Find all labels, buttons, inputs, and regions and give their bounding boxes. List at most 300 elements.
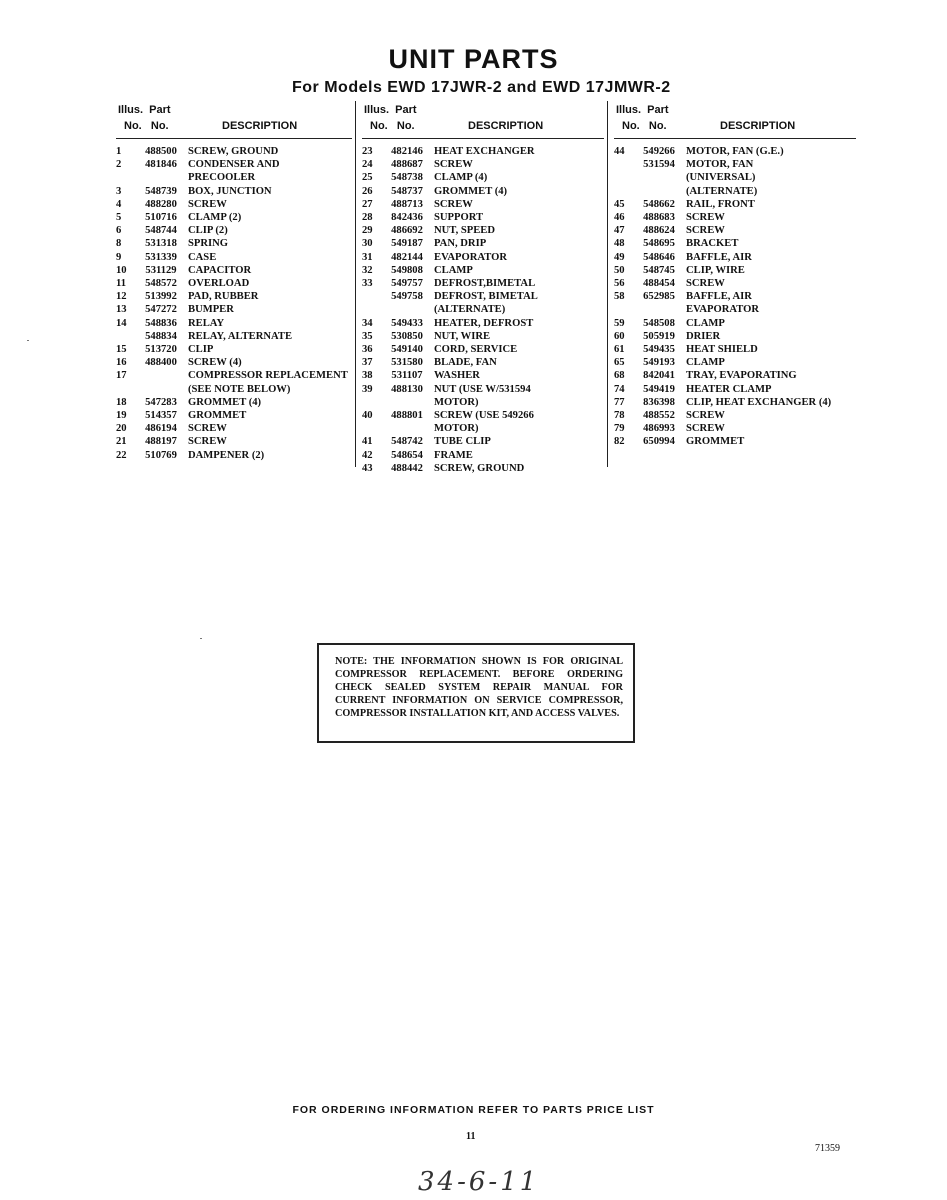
part-number: 488400 (145, 357, 177, 369)
parts-row (116, 198, 352, 211)
illus-number: 17 (116, 370, 127, 382)
part-number: 488442 (391, 462, 423, 474)
part-description: CLIP (2) (188, 225, 228, 237)
part-number: 549266 (643, 146, 675, 157)
part-number: 549140 (391, 344, 423, 356)
part-number: 488130 (391, 383, 423, 395)
part-description: SCREW (686, 423, 725, 435)
part-number (634, 303, 684, 316)
illus-number: 26 (362, 185, 373, 197)
illus-number (362, 290, 382, 303)
illus-number: 12 (116, 291, 127, 303)
scan-speck (200, 638, 202, 639)
part-description: DRIER (686, 330, 721, 342)
part-number: 547283 (145, 396, 177, 408)
part-number: 548572 (145, 278, 177, 290)
illus-number: 11 (116, 278, 127, 290)
part-description: CLAMP (686, 317, 725, 329)
part-description: TRAY, EVAPORATING (686, 370, 797, 382)
part-number: 652985 (643, 291, 675, 303)
illus-number: 42 (362, 449, 373, 461)
part-description: GROMMET (188, 410, 247, 422)
part-number (136, 369, 186, 382)
part-description: BRACKET (686, 238, 739, 250)
illus-number: 27 (362, 198, 373, 210)
header-illus-part: Illus. Part (364, 104, 417, 116)
illus-number: 49 (614, 251, 625, 263)
illus-number: 37 (362, 357, 373, 369)
part-description: EVAPORATOR (434, 251, 507, 263)
part-number: 486194 (145, 423, 177, 435)
parts-row (116, 224, 352, 237)
illus-number: 78 (614, 410, 625, 422)
illus-number: 19 (116, 410, 127, 422)
part-description: CASE (188, 251, 217, 263)
parts-row (116, 330, 352, 343)
models-subtitle: For Models EWD 17JWR-2 and EWD 17JMWR-2 (292, 79, 671, 96)
illus-number: 23 (362, 146, 373, 157)
part-description: DEFROST,BIMETAL (434, 278, 536, 290)
parts-row (614, 277, 856, 290)
parts-row (116, 264, 352, 277)
part-number: 482146 (391, 146, 423, 157)
illus-number: 79 (614, 423, 625, 435)
parts-row (362, 237, 604, 250)
part-description: TUBE CLIP (434, 436, 491, 448)
part-number: 488683 (643, 212, 675, 224)
part-description: GROMMET (4) (188, 396, 262, 408)
part-description: PAN, DRIP (434, 238, 487, 250)
part-number: 486993 (643, 423, 675, 435)
illus-number: 22 (116, 449, 127, 461)
illus-number: 10 (116, 264, 127, 276)
parts-row (362, 422, 604, 435)
illus-number: 46 (614, 212, 625, 224)
header-no-no: No. No. (622, 120, 667, 132)
parts-row (614, 264, 856, 277)
parts-row (362, 343, 604, 356)
part-description: NUT, SPEED (434, 225, 496, 237)
illus-number: 1 (116, 146, 122, 157)
part-number: 650994 (643, 436, 675, 448)
part-description: BLADE, FAN (434, 357, 497, 369)
part-number: 531594 (643, 159, 675, 171)
part-number: 548737 (391, 185, 423, 197)
part-number: 513720 (145, 344, 177, 356)
parts-row (116, 277, 352, 290)
illus-number: 45 (614, 198, 625, 210)
illus-number: 44 (614, 146, 625, 157)
illus-number: 39 (362, 383, 373, 395)
part-description: HEAT SHIELD (686, 344, 758, 356)
illus-number: 15 (116, 344, 127, 356)
parts-row (362, 303, 604, 316)
parts-row (362, 290, 604, 303)
part-number: 549757 (391, 278, 423, 290)
parts-column-1 (116, 104, 352, 462)
part-description: HEATER CLAMP (686, 383, 772, 395)
parts-list (614, 145, 856, 449)
part-number: 548742 (391, 436, 423, 448)
part-description: CLIP, HEAT EXCHANGER (4) (686, 396, 832, 408)
illus-number: 61 (614, 344, 625, 356)
parts-row (116, 158, 352, 171)
part-number: 531580 (391, 357, 423, 369)
part-number: 549758 (391, 291, 423, 303)
part-description: DAMPENER (2) (188, 449, 265, 461)
parts-row (116, 435, 352, 448)
part-number (136, 171, 186, 184)
parts-row (614, 198, 856, 211)
part-number: 488280 (145, 198, 177, 210)
part-number: 548738 (391, 172, 423, 184)
parts-row (614, 237, 856, 250)
page-number: 11 (466, 1131, 476, 1142)
part-description: CLIP, WIRE (686, 264, 745, 276)
illus-number (362, 303, 382, 316)
illus-number (362, 422, 382, 435)
illus-number: 25 (362, 172, 373, 184)
parts-list (116, 145, 352, 462)
part-number: 549808 (391, 264, 423, 276)
part-description: SCREW (188, 198, 227, 210)
illus-number: 40 (362, 410, 373, 422)
part-description: RAIL, FRONT (686, 198, 755, 210)
illus-number: 9 (116, 251, 122, 263)
parts-row (362, 383, 604, 396)
compressor-note-box: NOTE: THE INFORMATION SHOWN IS FOR ORIGINAL COMPRESSOR REPLACEMENT. BEFORE ORDERING CHECK SEALED SYSTEM REPAIR MANUAL FOR CURRENT INFORMATION ON SERVICE COMPRESSOR, COMPRESSOR INSTALLATION KIT, AND ACCESS VALVES. (317, 643, 635, 743)
parts-row (362, 145, 604, 158)
part-number: 549187 (391, 238, 423, 250)
illus-number: 31 (362, 251, 373, 263)
part-number (634, 171, 684, 184)
part-number (136, 383, 186, 396)
part-number: 548739 (145, 185, 177, 197)
parts-row (614, 145, 856, 158)
illus-number: 2 (116, 159, 122, 171)
parts-column-2 (362, 104, 604, 475)
part-description: SCREW (686, 410, 725, 422)
part-number: 549193 (643, 357, 675, 369)
part-description: SUPPORT (434, 212, 484, 224)
illus-number: 3 (116, 185, 122, 197)
part-number: 482144 (391, 251, 423, 263)
part-number: 531129 (145, 264, 177, 276)
parts-row (116, 145, 352, 158)
part-description: OVERLOAD (188, 278, 250, 290)
part-description: HEATER, DEFROST (434, 317, 534, 329)
part-number: 488687 (391, 159, 423, 171)
part-description: EVAPORATOR (686, 304, 759, 316)
illus-number (614, 158, 634, 171)
header-no-no: No. No. (124, 120, 169, 132)
part-description: DEFROST, BIMETAL (434, 291, 538, 303)
part-number: 836398 (643, 396, 675, 408)
parts-row (362, 211, 604, 224)
page-title: UNIT PARTS (388, 44, 559, 74)
parts-row (362, 317, 604, 330)
part-number: 531339 (145, 251, 177, 263)
illus-number (116, 383, 136, 396)
part-description: CLAMP (434, 264, 473, 276)
part-number: 547272 (145, 304, 177, 316)
part-description: (ALTERNATE) (686, 185, 758, 197)
illus-number (614, 171, 634, 184)
parts-row (362, 198, 604, 211)
part-number: 488801 (391, 410, 423, 422)
part-number: 842436 (391, 212, 423, 224)
column-header (614, 104, 856, 139)
parts-row (614, 343, 856, 356)
illus-number: 29 (362, 225, 373, 237)
part-number: 531318 (145, 238, 177, 250)
part-number: 488500 (145, 146, 177, 157)
part-number (634, 185, 684, 198)
illus-number: 4 (116, 198, 122, 210)
illus-number: 21 (116, 436, 127, 448)
parts-row (614, 251, 856, 264)
parts-row (116, 356, 352, 369)
illus-number (614, 185, 634, 198)
part-number: 842041 (643, 370, 675, 382)
part-description: PRECOOLER (188, 172, 256, 184)
part-description: (ALTERNATE) (434, 304, 506, 316)
part-number: 548695 (643, 238, 675, 250)
illus-number: 18 (116, 396, 127, 408)
part-description: SCREW, GROUND (188, 146, 279, 157)
document-number: 71359 (815, 1143, 840, 1154)
part-description: SCREW (4) (188, 357, 242, 369)
illus-number: 41 (362, 436, 373, 448)
parts-row (614, 435, 856, 448)
parts-row (614, 303, 856, 316)
part-description: GROMMET (686, 436, 745, 448)
illus-number: 74 (614, 383, 625, 395)
part-description: (UNIVERSAL) (686, 172, 756, 184)
parts-row (116, 237, 352, 250)
illus-number: 48 (614, 238, 625, 250)
parts-row (614, 185, 856, 198)
part-description: BOX, JUNCTION (188, 185, 272, 197)
illus-number: 33 (362, 278, 373, 290)
part-description: SCREW (434, 159, 473, 171)
handwritten-annotation: 34-6-11 (418, 1167, 540, 1197)
parts-row (362, 277, 604, 290)
header-description: DESCRIPTION (720, 120, 796, 132)
part-description: MOTOR, FAN (G.E.) (686, 146, 784, 157)
parts-row (362, 330, 604, 343)
part-description: SPRING (188, 238, 229, 250)
part-description: CLAMP (4) (434, 172, 488, 184)
part-number: 488624 (643, 225, 675, 237)
ordering-footer: FOR ORDERING INFORMATION REFER TO PARTS PRICE LIST (292, 1104, 655, 1116)
parts-row (614, 224, 856, 237)
part-number: 548745 (643, 264, 675, 276)
illus-number: 32 (362, 264, 373, 276)
part-number (382, 396, 432, 409)
illus-number: 14 (116, 317, 127, 329)
part-description: BAFFLE, AIR (686, 291, 752, 303)
part-description: WASHER (434, 370, 480, 382)
parts-row (614, 158, 856, 171)
part-number: 531107 (391, 370, 423, 382)
header-description: DESCRIPTION (222, 120, 298, 132)
parts-row (362, 264, 604, 277)
illus-number: 38 (362, 370, 373, 382)
part-number: 514357 (145, 410, 177, 422)
header-illus-part: Illus. Part (118, 104, 171, 116)
part-description: COMPRESSOR REPLACEMENT (188, 370, 348, 382)
illus-number: 68 (614, 370, 625, 382)
part-description: CLAMP (686, 357, 725, 369)
parts-row (116, 449, 352, 462)
parts-list (362, 145, 604, 475)
parts-row (116, 290, 352, 303)
parts-row (362, 449, 604, 462)
parts-row (116, 343, 352, 356)
part-number (382, 303, 432, 316)
part-number: 481846 (145, 159, 177, 171)
column-header (116, 104, 352, 139)
parts-row (116, 211, 352, 224)
parts-row (116, 251, 352, 264)
illus-number: 8 (116, 238, 122, 250)
part-description: CLAMP (2) (188, 212, 242, 224)
part-number: 513992 (145, 291, 177, 303)
part-number: 548662 (643, 198, 675, 210)
part-description: CLIP (188, 344, 214, 356)
illus-number: 13 (116, 304, 127, 316)
header-illus-part: Illus. Part (616, 104, 669, 116)
illus-number: 20 (116, 423, 127, 435)
part-description: SCREW (686, 225, 725, 237)
part-number: 488197 (145, 436, 177, 448)
part-description: (SEE NOTE BELOW) (188, 383, 291, 395)
parts-row (362, 224, 604, 237)
parts-row (116, 185, 352, 198)
part-number: 548646 (643, 251, 675, 263)
part-number: 530850 (391, 330, 423, 342)
parts-row (362, 185, 604, 198)
part-number: 549433 (391, 317, 423, 329)
part-description: FRAME (434, 449, 473, 461)
parts-row (362, 462, 604, 475)
illus-number (614, 303, 634, 316)
part-number: 549435 (643, 344, 675, 356)
illus-number: 34 (362, 317, 373, 329)
illus-number: 30 (362, 238, 373, 250)
part-number: 488713 (391, 198, 423, 210)
part-description: CAPACITOR (188, 264, 252, 276)
parts-row (116, 303, 352, 316)
illus-number: 28 (362, 212, 373, 224)
parts-row (116, 383, 352, 396)
illus-number: 58 (614, 291, 625, 303)
illus-number: 47 (614, 225, 625, 237)
part-number: 510716 (145, 212, 177, 224)
parts-row (362, 251, 604, 264)
parts-row (116, 409, 352, 422)
illus-number: 60 (614, 330, 625, 342)
part-description: CONDENSER AND (188, 159, 280, 171)
illus-number: 43 (362, 462, 373, 474)
illus-number (362, 396, 382, 409)
illus-number: 24 (362, 159, 373, 171)
part-description: BUMPER (188, 304, 234, 316)
part-number: 510769 (145, 449, 177, 461)
parts-row (362, 369, 604, 382)
parts-row (614, 369, 856, 382)
parts-row (362, 356, 604, 369)
parts-row (362, 435, 604, 448)
parts-row (614, 171, 856, 184)
column-divider (607, 101, 608, 467)
part-number: 548834 (145, 330, 177, 342)
illus-number: 6 (116, 225, 122, 237)
part-description: SCREW (USE 549266 (434, 410, 534, 422)
parts-row (362, 396, 604, 409)
header-description: DESCRIPTION (468, 120, 544, 132)
illus-number: 35 (362, 330, 373, 342)
part-description: SCREW (188, 423, 227, 435)
part-number: 486692 (391, 225, 423, 237)
parts-row (614, 396, 856, 409)
part-description: SCREW, GROUND (434, 462, 525, 474)
parts-row (614, 422, 856, 435)
part-description: SCREW (686, 278, 725, 290)
part-description: BAFFLE, AIR (686, 251, 752, 263)
part-number: 549419 (643, 383, 675, 395)
parts-row (614, 330, 856, 343)
illus-number: 82 (614, 436, 625, 448)
part-description: MOTOR, FAN (686, 159, 754, 171)
part-description: CORD, SERVICE (434, 344, 518, 356)
illus-number: 36 (362, 344, 373, 356)
column-divider (355, 101, 356, 467)
part-description: SCREW (434, 198, 473, 210)
part-number: 548508 (643, 317, 675, 329)
column-header (362, 104, 604, 139)
part-number: 548836 (145, 317, 177, 329)
part-number: 548654 (391, 449, 423, 461)
illus-number: 16 (116, 357, 127, 369)
illus-number (116, 171, 136, 184)
parts-row (116, 369, 352, 382)
parts-row (614, 290, 856, 303)
illus-number (116, 330, 136, 343)
parts-row (614, 409, 856, 422)
parts-row (116, 396, 352, 409)
parts-row (614, 356, 856, 369)
part-description: SCREW (686, 212, 725, 224)
parts-row (116, 422, 352, 435)
parts-row (362, 171, 604, 184)
part-description: SCREW (188, 436, 227, 448)
illus-number: 56 (614, 278, 625, 290)
part-number: 488454 (643, 278, 675, 290)
part-description: HEAT EXCHANGER (434, 146, 535, 157)
part-number (382, 422, 432, 435)
part-description: PAD, RUBBER (188, 291, 259, 303)
illus-number: 5 (116, 212, 122, 224)
part-description: RELAY, ALTERNATE (188, 330, 293, 342)
illus-number: 50 (614, 264, 625, 276)
header-no-no: No. No. (370, 120, 415, 132)
parts-row (116, 171, 352, 184)
part-description: MOTOR) (434, 396, 479, 408)
part-description: NUT (USE W/531594 (434, 383, 531, 395)
parts-row (614, 211, 856, 224)
